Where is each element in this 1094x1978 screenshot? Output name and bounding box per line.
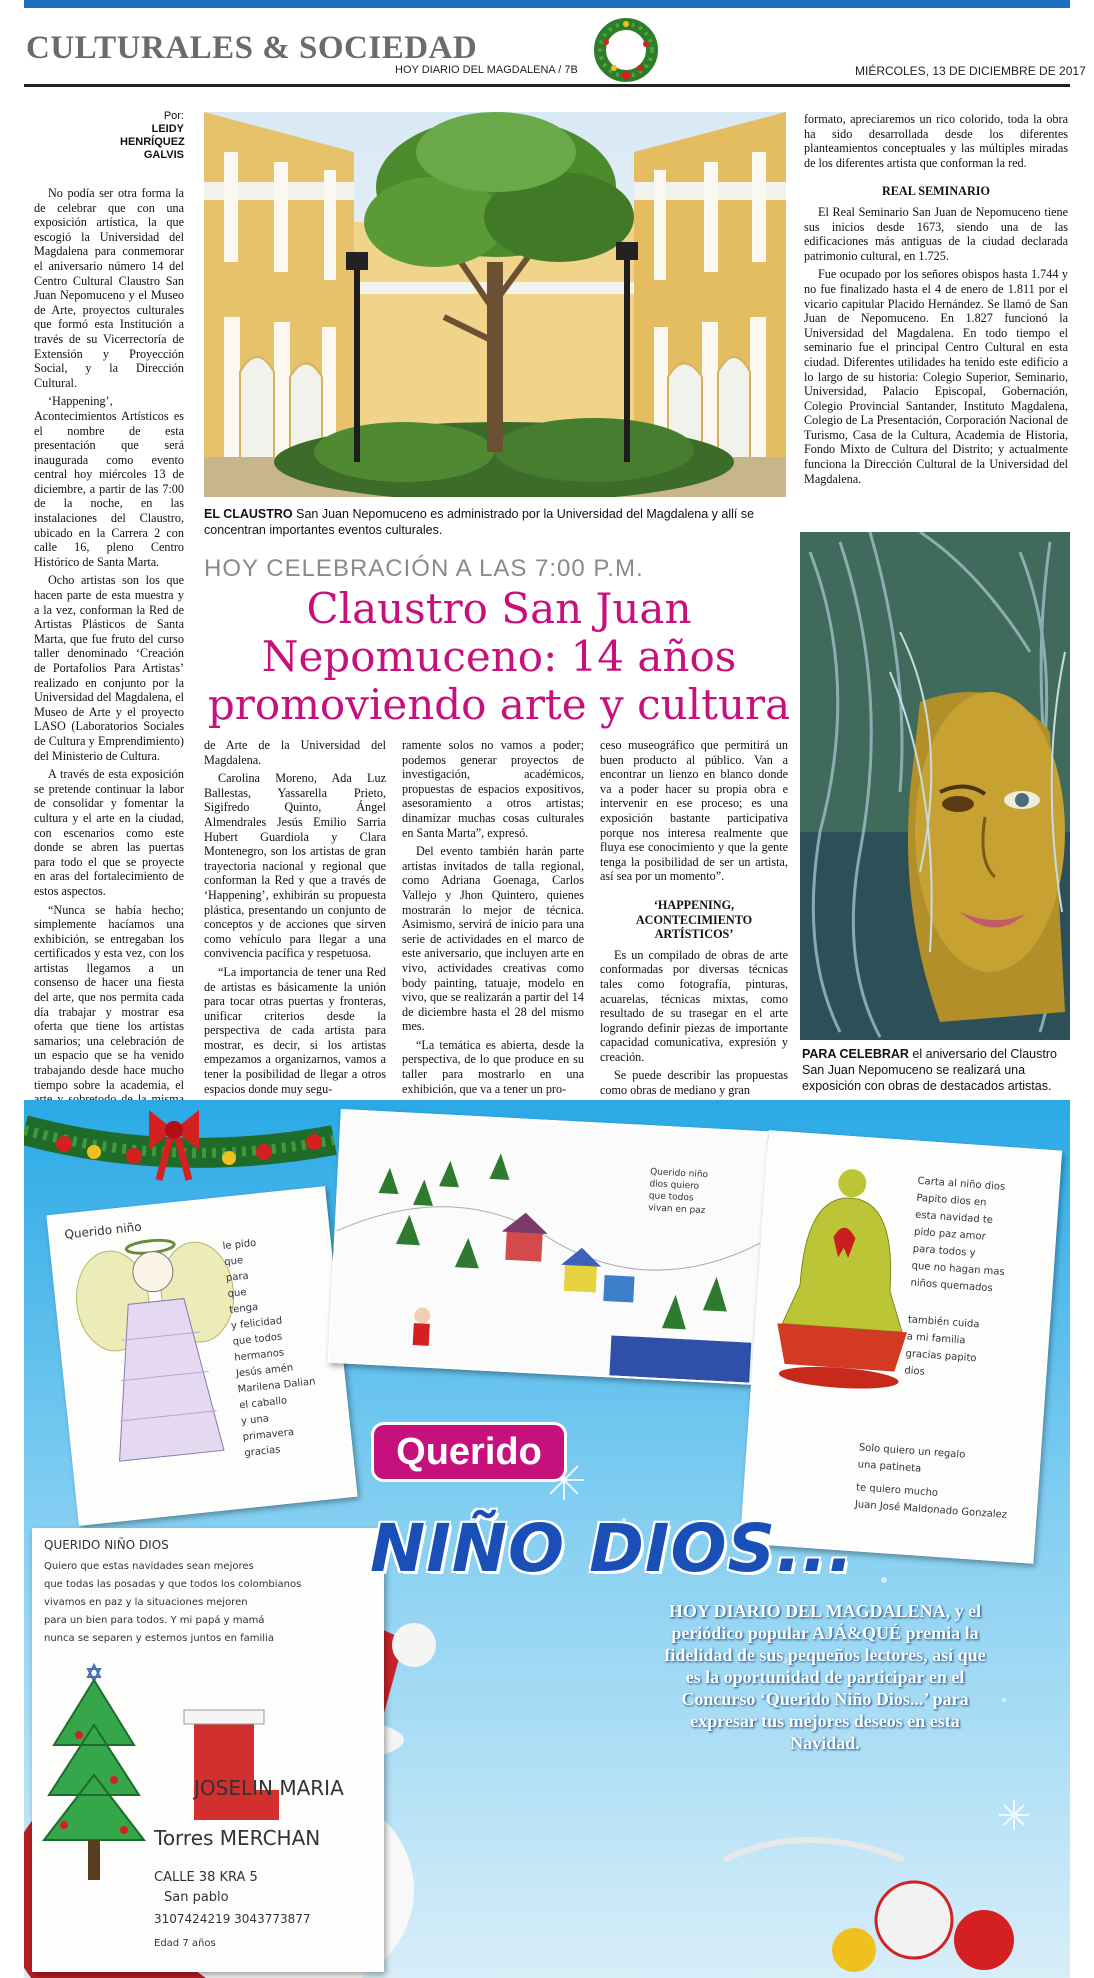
- letter-line: Juan José Maldonado Gonzalez: [854, 1499, 1008, 1521]
- letter-name: JOSELIN MARIA: [194, 1776, 344, 1800]
- letter-line: te quiero mucho: [855, 1482, 939, 1499]
- letter-name: Torres MERCHAN: [154, 1826, 321, 1850]
- christmas-wreath-icon: [590, 14, 662, 86]
- letter-line: y una: [240, 1413, 270, 1428]
- letter-line: Solo quiero un regalo: [858, 1442, 966, 1461]
- letter-line: que todas las posadas y que todos los colombianos: [44, 1579, 302, 1590]
- paragraph: ramente solos no vamos a poder; podemos generar proyectos de investigación, académicos, propuestas de espacios expositivos, asesoramiento a otros artistas; dinamizar muchas cosas culturales en Santa Marta”, expresó.: [402, 738, 584, 840]
- letter-line: gracias papito: [905, 1348, 977, 1365]
- letter-line: que: [223, 1255, 244, 1269]
- byline-name-2: HENRÍQUEZ: [120, 136, 185, 148]
- paragraph: Del evento también harán parte artistas invitados de talla regional, como Adriana Goenaga, Carlos Vallejo y Jhon Quintero, quienes mostrarán lo mejor de técnica. Asimismo, servirá de inicio para una serie de actividades en el marco de este aniversario, que incluyen arte en vivo, actividades creativas como body painting, tatuaje, modelo en vivo, que se realizarán a partir del 14 de diciembre hasta el 28 del mismo mes.: [402, 844, 584, 1034]
- byline-name-3: GALVIS: [143, 149, 184, 161]
- paragraph: ‘Happening’, Acontecimientos Artísticos es el nombre de esta presentación que será inaugurada como evento central hoy miércoles 13 de diciembre, a partir de las 7:00 de la noche, en las instalaciones del Claustro, ubicado en la Carrera 2 con calle 16, pleno Centro Histórico de Santa Marta.: [34, 394, 184, 569]
- child-letter-angel: [46, 1186, 357, 1526]
- paragraph: Carolina Moreno, Ada Luz Ballestas, Yassarella Prieto, Sigifredo Quinto, Ángel Almendrales Jesús Emilio Sarria Hubert Guardiola y Clara Montenegro, son los artistas de gran trayectoria nacional y regional que conforman la Red y que a través de ‘Happening’, exhibirán su propuesta plástica, presentando un conjunto de conceptos y de acciones que sirven como vehículo para llegar a una convivencia pacífica y respetuosa.: [204, 771, 386, 961]
- letter-line: que no hagan mas: [911, 1260, 1006, 1279]
- promo-title-nino-dios: NIÑO DIOS...: [370, 1510, 855, 1587]
- article-column-right: [804, 112, 1068, 486]
- paragraph: Es un compilado de obras de arte conformadas por diversas técnicas tales como fotografía, pinturas, acuarelas, técnicas mixtas, como resultado de su trasegar en el arte logrando definir piezas de importante capacidad comunicativa, expresión y creación.: [600, 947, 788, 1064]
- paragraph: ceso museográfico que permitirá un buen producto al público. Van a encontrar un lienzo en blanco donde va a poder hacer su propia obra e intervenir en ese proceso; es una exposición bastante participativa porque nos interesa realmente que fluya ese conocimiento y que la gente tenga la posibilidad de ser un artista, así sea por un momento”.: [600, 738, 788, 884]
- letter-address: CALLE 38 KRA 5: [154, 1870, 258, 1885]
- letter-line: niños quemados: [910, 1277, 994, 1295]
- photo-caption-lead: EL CLAUSTRO: [204, 507, 293, 521]
- letter-line: tenga: [228, 1301, 259, 1316]
- letter-line: para: [225, 1270, 250, 1285]
- letter-line: para todos y: [912, 1243, 976, 1259]
- letter-text: que todos: [648, 1191, 694, 1204]
- paragraph: No podía ser otra forma la de celebrar que con una exposición artística, la que escogió la Universidad del Magdalena para conmemorar el aniversario número 14 del Centro Cultural Claustro San Juan Nepomuceno y el Museo de Arte, proyectos culturales que formó esta Institución a través de su Vicerrectoría de Extensión y Proyección Social, y la Dirección Cultural.: [34, 186, 184, 390]
- letter-line: nunca se separen y estemos juntos en familia: [44, 1633, 274, 1644]
- letter-line: le pido: [222, 1237, 257, 1253]
- letter-line: Marilena Dalian: [237, 1376, 316, 1396]
- publication-label: HOY DIARIO DEL MAGDALENA / 7B: [395, 64, 578, 76]
- letter-line: para un bien para todos. Y mi papá y mamá: [44, 1615, 265, 1626]
- subheading: REAL SEMINARIO: [881, 184, 990, 199]
- article-column-left: [34, 186, 184, 1136]
- article-kicker: HOY CELEBRACIÓN A LAS 7:00 P.M.: [204, 555, 644, 582]
- letter-line: Jesús amén: [235, 1362, 294, 1380]
- letter-line: que todos: [232, 1331, 283, 1348]
- letter-phones: 3107424219 3043773877: [154, 1912, 311, 1926]
- paragraph: El Real Seminario San Juan de Nepomuceno tiene sus inicios desde 1673, siendo una de las edificaciones más antiguas de la ciudad declarada patrimonio cultural, en 1.725.: [804, 204, 1068, 263]
- woman-portrait-painting: [800, 532, 1070, 1040]
- letter-title: QUERIDO NIÑO DIOS: [44, 1538, 169, 1552]
- photo-caption-text: San Juan Nepomuceno es administrado por la Universidad del Magdalena y allí se concentran importantes eventos culturales.: [204, 507, 755, 537]
- child-letter-tree: [32, 1528, 384, 1972]
- top-color-bar: [24, 0, 1070, 8]
- letter-line: esta navidad te: [914, 1209, 994, 1227]
- article-column-middle-1: [204, 738, 386, 1096]
- promo-body-text: HOY DIARIO DEL MAGDALENA, y el periódico popular AJÁ&QUÉ premia la fidelidad de sus pequeños lectores, así que es la oportunidad de participar en el Concurso ‘Querido Niño Dios...’ para expresar tus mejores deseos en esta Navidad.: [664, 1601, 986, 1753]
- painting-caption: [802, 1046, 1070, 1094]
- child-drawing-snow-village: [328, 1109, 769, 1385]
- letter-line: Carta al niño dios: [917, 1175, 1006, 1193]
- letter-line: el caballo: [238, 1395, 288, 1412]
- paragraph: “La importancia de tener una Red de artistas es básicamente la unión para tocar otras puertas y fronteras, unificar criterios desde la perspectiva de cada artista para mostrar, es decir, si los artistas empezamos a organizarnos, vamos a tener la posibilidad de llegar a otros espacios donde muy segu-: [204, 964, 386, 1096]
- paragraph: “Nunca se había hecho; simplemente hacíamos una exhibición, se entregaban los certificados y esta vez, con los artistas llegamos a un consenso de hacer una fiesta del arte, que nos permita cada día trabajar y mostrar esa oferta que tiene los artistas samarios; una celebración de un espacio que se ha venido trabajando desde hace mucho tiempo sobre la academia, el: [34, 902, 184, 1092]
- letter-line: gracias: [243, 1444, 282, 1460]
- letter-text: vivan en paz: [647, 1203, 706, 1217]
- letter-title: Querido niño: [63, 1219, 143, 1242]
- painting-caption-text: el aniversario del Claustro San Juan Nepomuceno se realizará una exposición con obras de destacados artistas.: [802, 1047, 1057, 1093]
- byline-by: Por:: [163, 110, 184, 122]
- article-headline: Claustro San Juan Nepomuceno: 14 años promoviendo arte y cultura: [207, 584, 791, 729]
- child-letter-bell: [740, 1130, 1062, 1564]
- claustro-courtyard-photo: [204, 112, 786, 497]
- byline-name-1: LEIDY: [151, 123, 184, 135]
- letter-line: primavera: [242, 1426, 295, 1444]
- byline: [120, 110, 184, 162]
- issue-date: MIÉRCOLES, 13 DE DICIEMBRE DE 2017: [855, 64, 1086, 78]
- header-rule: [24, 84, 1070, 87]
- letter-text: [904, 1173, 1053, 1389]
- paragraph: “La temática es abierta, desde la perspectiva, de lo que produce en su taller para mostrarlo en una exhibición, que va a tener un pro-: [402, 1037, 584, 1096]
- letter-line: Quiero que estas navidades sean mejores: [44, 1561, 254, 1572]
- letter-line: a mi familia: [906, 1331, 966, 1347]
- letter-line: vivamos en paz y la situaciones mejoren: [44, 1597, 248, 1608]
- letter-line: que: [227, 1287, 248, 1300]
- letter-line: una patineta: [857, 1459, 922, 1475]
- letter-line: pido paz amor: [913, 1226, 987, 1243]
- article-column-middle-2: [402, 738, 584, 1096]
- letter-age: Edad 7 años: [154, 1938, 216, 1949]
- letter-line: dios: [903, 1365, 926, 1378]
- promo-title-querido: Querido: [374, 1425, 564, 1479]
- paragraph: Se puede describir las propuestas como obras de mediano y gran: [600, 1068, 788, 1098]
- section-title: CULTURALES & SOCIEDAD: [26, 30, 478, 66]
- letter-line: hermanos: [233, 1347, 285, 1364]
- letter-line: Papito dios en: [916, 1192, 987, 1209]
- letter-text: Querido niño: [649, 1167, 709, 1181]
- letter-text: dios quiero: [649, 1179, 700, 1192]
- paragraph: A través de esta exposición se pretende continuar la labor de consolidar y fomentar la cultura y el arte en la ciudad, con escenarios como este donde se abren las puertas para todo el que se proyecte en aras del fortalecimiento de estos aspectos.: [34, 767, 184, 898]
- letter-address: San pablo: [164, 1890, 229, 1905]
- letter-text: [854, 1439, 1034, 1525]
- article-column-middle-3: [600, 738, 788, 1098]
- paragraph: de Arte de la Universidad del Magdalena.: [204, 738, 386, 767]
- paragraph: Ocho artistas son los que hacen parte de esta muestra y a la vez, conforman la Red de Artistas Plásticos de Santa Marta, que fue fruto del curso taller denominado ‘Creación de Portafolios Para Artistas’ realizado en conjunto por la Universidad del Magdalena, el Museo de Arte y el proyecto LASO (Laboratorios Sociales de Cultura y Emprendimiento) del Ministerio de Cultura.: [34, 573, 184, 763]
- painting-caption-lead: PARA CELEBRAR: [802, 1047, 909, 1061]
- letter-line: y felicidad: [230, 1315, 283, 1332]
- letter-line: también cuida: [907, 1314, 980, 1331]
- paragraph: formato, apreciaremos un rico colorido, toda la obra ha sido desarrollada desde los diferentes planteamientos conceptuales y las múltiples miradas de los diferentes artista que conforman la red.: [804, 112, 1068, 170]
- photo-caption: [204, 506, 786, 538]
- subheading: ‘HAPPENING, ACONTECIMIENTO ARTÍSTICOS’: [635, 897, 753, 942]
- paragraph: Fue ocupado por los señores obispos hasta 1.744 y no fue finalizado hasta el 4 de enero de 1.811 por el vicario capitular Placido Hernández. Se llamó de San Juan de Nepomuceno. En 1.827 funcionó la Universidad del Magdalena. En todo tiempo el seminario fue el principal Centro Cultural en esta ciudad. Diferentes utilidades ha tenido este edificio a lo largo de su historia: Colegio Superior, Seminario, Universidad, Palacio Episcopal, Gobernación, Colegio Provincial Santander, Instituto Magdalena, Colegio de La Presentación, Corporación Nacional de Turismo, Casa de la Cultura, Academia de Historia, Fondo Mixto de Cultura del Distrito; y actualmente funciona la Dirección Cultural de la Universidad del Magdalena.: [804, 267, 1068, 486]
